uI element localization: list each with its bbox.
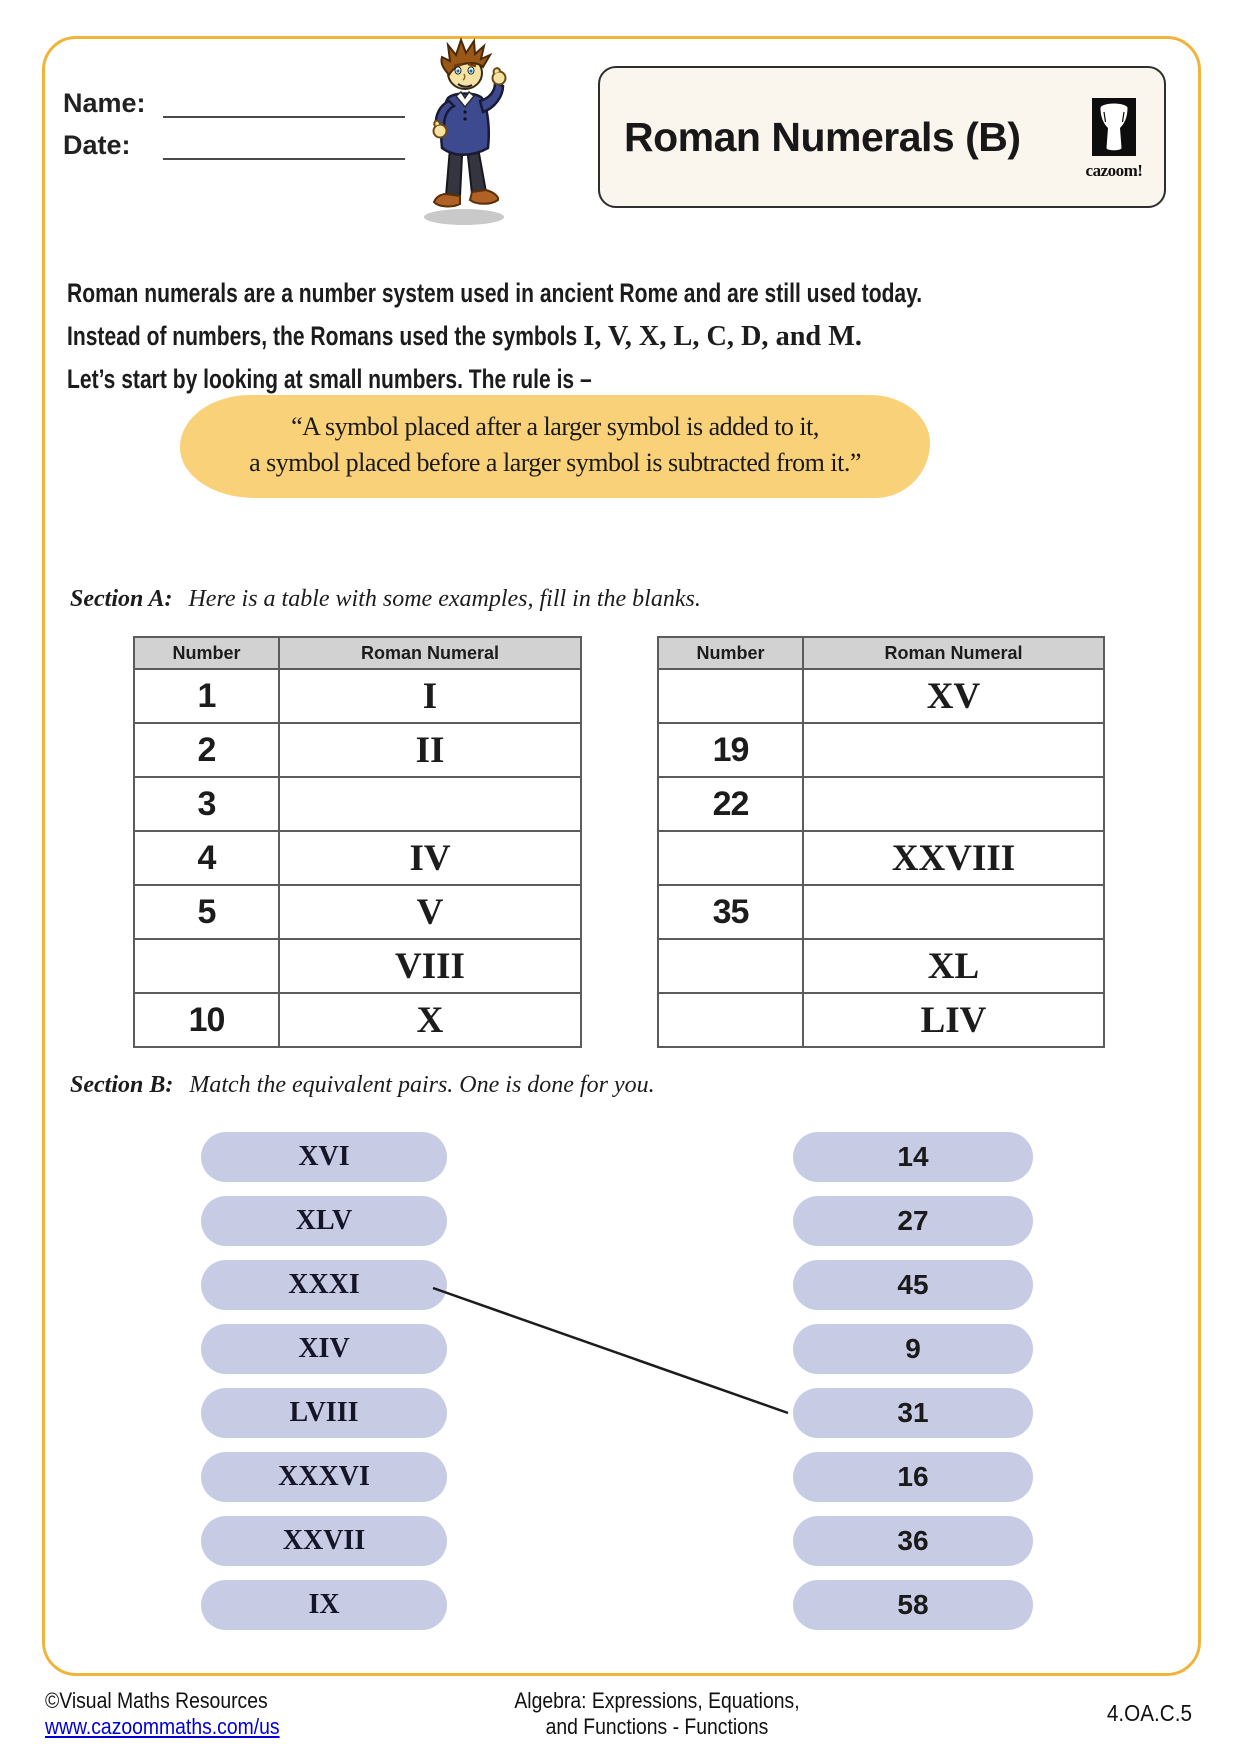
rule-quote-line-1: “A symbol placed after a larger symbol is added to it,	[291, 412, 819, 441]
table-row	[658, 831, 1104, 885]
table-row	[658, 993, 1104, 1047]
table-row	[658, 939, 1104, 993]
table-row	[134, 777, 581, 831]
section-a-label: Section A:	[70, 586, 173, 612]
intro-line-2-text: Instead of numbers, the Romans used the symbols	[67, 321, 584, 351]
roman-numeral-cell: V	[279, 885, 581, 939]
intro-line-2	[67, 315, 972, 358]
section-b-heading	[70, 1072, 655, 1099]
number-pill-column	[793, 1132, 1033, 1644]
footer-copyright: ©Visual Maths Resources	[45, 1688, 268, 1713]
number-pill[interactable]: 31	[793, 1388, 1033, 1438]
numeral-pill[interactable]: LVIII	[201, 1388, 447, 1438]
number-pill[interactable]: 36	[793, 1516, 1033, 1566]
intro-line-1: Roman numerals are a number system used in ancient Rome and are still used today.	[67, 278, 923, 308]
footer-left	[45, 1688, 280, 1740]
numeral-pill[interactable]: IX	[201, 1580, 447, 1630]
number-cell: 10	[134, 993, 279, 1047]
section-a-table-left	[133, 636, 582, 1048]
number-pill[interactable]: 16	[793, 1452, 1033, 1502]
rule-quote-blob	[180, 395, 930, 498]
date-label: Date:	[63, 130, 131, 160]
name-label: Name:	[63, 88, 146, 118]
table-row	[658, 723, 1104, 777]
column-header-roman-numeral: Roman Numeral	[803, 637, 1104, 669]
roman-numeral-cell: XL	[803, 939, 1104, 993]
roman-numeral-cell: XV	[803, 669, 1104, 723]
section-a-table-right	[657, 636, 1105, 1048]
cazoom-logo-text: cazoom!	[1085, 161, 1143, 180]
section-a-instruction: Here is a table with some examples, fill in the blanks.	[188, 586, 701, 612]
mascot-boy-illustration	[408, 36, 526, 228]
column-header-number: Number	[134, 637, 279, 669]
number-pill[interactable]: 9	[793, 1324, 1033, 1374]
column-header-number: Number	[658, 637, 803, 669]
name-line[interactable]	[163, 90, 405, 118]
cazoom-logo	[1078, 98, 1150, 181]
date-line[interactable]	[163, 132, 405, 160]
number-cell: 35	[658, 885, 803, 939]
roman-numeral-cell[interactable]	[803, 777, 1104, 831]
roman-numeral-cell: I	[279, 669, 581, 723]
number-cell: 4	[134, 831, 279, 885]
roman-numeral-cell: XXVIII	[803, 831, 1104, 885]
number-cell[interactable]	[658, 939, 803, 993]
title-box	[598, 66, 1166, 208]
table-row	[134, 723, 581, 777]
table-row	[658, 885, 1104, 939]
number-cell: 1	[134, 669, 279, 723]
page-title: Roman Numerals (B)	[624, 113, 1021, 160]
number-cell: 19	[658, 723, 803, 777]
number-cell[interactable]	[134, 939, 279, 993]
numeral-pill[interactable]: XXXI	[201, 1260, 447, 1310]
number-cell: 22	[658, 777, 803, 831]
numeral-pill[interactable]: XIV	[201, 1324, 447, 1374]
column-header-roman-numeral: Roman Numeral	[279, 637, 581, 669]
section-b-instruction: Match the equivalent pairs. One is done for you.	[189, 1072, 655, 1098]
footer-standard: 4.OA.C.5	[1106, 1700, 1192, 1726]
numeral-pill[interactable]: XXXVI	[201, 1452, 447, 1502]
roman-numeral-cell[interactable]	[803, 723, 1104, 777]
section-a-heading	[70, 586, 701, 613]
table-row	[134, 831, 581, 885]
numeral-pill[interactable]: XLV	[201, 1196, 447, 1246]
table-row	[134, 939, 581, 993]
roman-numeral-cell[interactable]	[803, 885, 1104, 939]
table-row	[134, 993, 581, 1047]
table-row	[134, 885, 581, 939]
footer-topic	[448, 1688, 865, 1740]
table-row	[134, 669, 581, 723]
table-row	[658, 777, 1104, 831]
roman-numeral-cell: II	[279, 723, 581, 777]
roman-numeral-cell: X	[279, 993, 581, 1047]
footer-link[interactable]: www.cazoommaths.com/us	[45, 1714, 280, 1739]
numeral-pill[interactable]: XVI	[201, 1132, 447, 1182]
roman-numeral-cell: VIII	[279, 939, 581, 993]
number-cell: 2	[134, 723, 279, 777]
roman-numeral-cell[interactable]	[279, 777, 581, 831]
number-pill[interactable]: 14	[793, 1132, 1033, 1182]
intro-roman-symbols: I, V, X, L, C, D, and M.	[583, 320, 862, 352]
section-b-label: Section B:	[70, 1072, 174, 1098]
cazoom-drum-icon	[1092, 98, 1136, 156]
numeral-pill[interactable]: XXVII	[201, 1516, 447, 1566]
number-cell[interactable]	[658, 831, 803, 885]
number-cell[interactable]	[658, 669, 803, 723]
rule-quote-line-2: a symbol placed before a larger symbol is subtracted from it.”	[249, 448, 861, 477]
roman-numeral-cell: LIV	[803, 993, 1104, 1047]
numeral-pill-column	[201, 1132, 447, 1644]
number-pill[interactable]: 27	[793, 1196, 1033, 1246]
footer-topic-line-2: and Functions - Functions	[545, 1714, 769, 1739]
intro-line-3: Let’s start by looking at small numbers. The rule is –	[67, 364, 592, 394]
number-cell: 5	[134, 885, 279, 939]
table-row	[658, 669, 1104, 723]
intro-paragraph	[67, 272, 1227, 401]
number-cell[interactable]	[658, 993, 803, 1047]
roman-numeral-cell: IV	[279, 831, 581, 885]
number-pill[interactable]: 58	[793, 1580, 1033, 1630]
number-pill[interactable]: 45	[793, 1260, 1033, 1310]
footer-topic-line-1: Algebra: Expressions, Equations,	[514, 1688, 800, 1713]
number-cell: 3	[134, 777, 279, 831]
